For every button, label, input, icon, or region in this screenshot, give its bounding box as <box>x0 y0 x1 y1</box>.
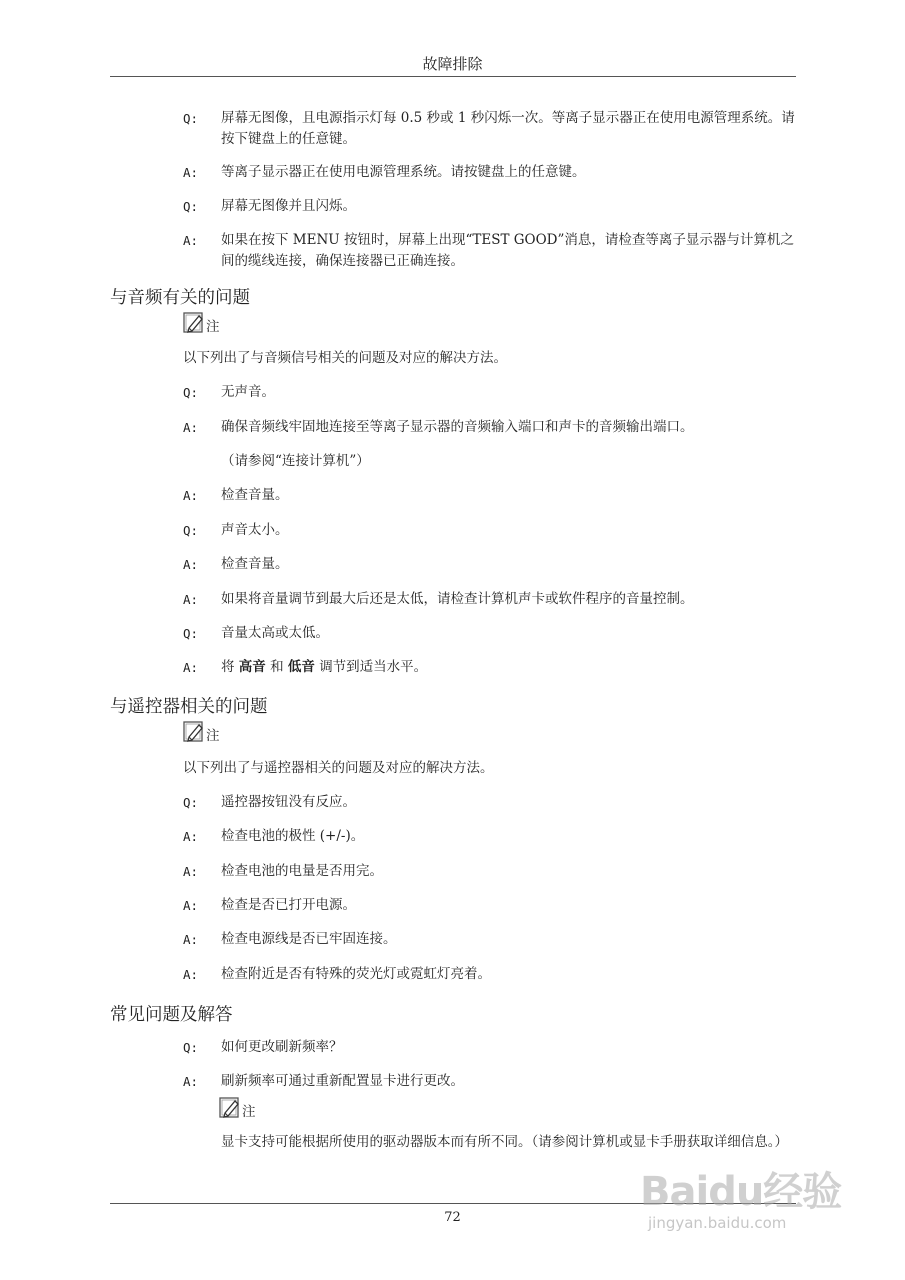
qa-label: A: <box>183 165 199 180</box>
qa-label: A: <box>183 233 199 248</box>
note-label: 注 <box>206 319 220 335</box>
qa-text: 音量太高或太低。 <box>221 625 329 641</box>
qa-text: 如何更改刷新频率？ <box>221 1039 343 1055</box>
qa-item <box>183 520 798 541</box>
qa-label: A: <box>183 932 199 947</box>
qa-label: Q: <box>183 1040 199 1055</box>
qa-label: A: <box>183 488 199 503</box>
qa-item <box>183 657 798 678</box>
qa-item <box>183 1071 798 1092</box>
qa-text <box>221 657 798 678</box>
qa-text: 检查音量。 <box>221 556 289 572</box>
qa-item <box>183 162 798 183</box>
note <box>183 308 220 334</box>
qa-label: A: <box>183 898 199 913</box>
qa-text: 声音太小。 <box>221 522 289 538</box>
note-label: 注 <box>242 1104 256 1120</box>
note-label: 注 <box>206 728 220 744</box>
qa-text: 等离子显示器正在使用电源管理系统。请按键盘上的任意键。 <box>221 164 586 180</box>
qa-label: A: <box>183 1074 199 1089</box>
note-pencil-icon <box>219 1097 241 1119</box>
section-intro: 以下列出了与音频信号相关的问题及对应的解决方法。 <box>183 350 507 366</box>
qa-item <box>183 1037 798 1058</box>
section-heading-faq: 常见问题及解答 <box>110 1005 233 1025</box>
section-heading-remote: 与遥控器相关的问题 <box>110 697 268 717</box>
treble-term: 高音 <box>238 659 266 675</box>
qa-label: A: <box>183 420 199 435</box>
qa-item <box>183 964 798 985</box>
qa-item <box>183 929 798 950</box>
qa-text: 无声音。 <box>221 384 275 400</box>
section-heading-audio: 与音频有关的问题 <box>110 288 250 308</box>
note-text: 显卡支持可能根据所使用的驱动器版本而有所不同。（请参阅计算机或显卡手册获取详细信息。） <box>221 1134 788 1150</box>
text-prefix: 将 <box>221 659 235 675</box>
qa-item <box>183 417 798 438</box>
qa-item <box>183 108 798 150</box>
qa-label: Q: <box>183 626 199 641</box>
text-suffix: 调节到适当水平。 <box>319 659 428 675</box>
header-divider <box>110 76 796 77</box>
qa-item <box>183 554 798 575</box>
bass-term: 低音 <box>287 659 315 675</box>
qa-label: A: <box>183 557 199 572</box>
qa-item <box>183 382 798 403</box>
qa-text: 检查附近是否有特殊的荧光灯或霓虹灯亮着。 <box>221 966 491 982</box>
baidu-watermark <box>640 1150 870 1260</box>
qa-text: 屏幕无图像，且电源指示灯每 0.5 秒或 1 秒闪烁一次。等离子显示器正在使用电源管理系统。请按下键盘上的任意键。 <box>221 110 795 147</box>
note-pencil-icon <box>183 721 205 743</box>
qa-item <box>183 589 798 610</box>
qa-item <box>183 861 798 882</box>
qa-label: A: <box>183 592 199 607</box>
qa-text: 确保音频线牢固地连接至等离子显示器的音频输入端口和声卡的音频输出端口。 <box>221 419 694 435</box>
qa-item <box>183 485 798 506</box>
qa-text: 检查电池的极性 (+/-)。 <box>221 828 365 844</box>
qa-label: A: <box>183 864 199 879</box>
note-pencil-icon <box>183 312 205 334</box>
qa-item <box>183 196 798 217</box>
qa-label: Q: <box>183 111 199 126</box>
qa-item <box>183 826 798 847</box>
qa-item <box>183 895 798 916</box>
qa-text: 屏幕无图像并且闪烁。 <box>221 198 356 214</box>
qa-text: （请参阅“连接计算机”） <box>221 453 370 469</box>
qa-label: Q: <box>183 523 199 538</box>
note <box>183 717 220 743</box>
qa-label: A: <box>183 967 199 982</box>
qa-text: 如果在按下 MENU 按钮时，屏幕上出现“TEST GOOD”消息，请检查等离子显示器与计算机之间的缆线连接，确保连接器已正确连接。 <box>221 232 794 269</box>
watermark-url: jingyan.baidu.com <box>648 1214 787 1232</box>
qa-text: 遥控器按钮没有反应。 <box>221 794 356 810</box>
qa-text: 检查电源线是否已牢固连接。 <box>221 931 397 947</box>
qa-label: Q: <box>183 199 199 214</box>
page-number: 72 <box>444 1210 461 1225</box>
qa-label: Q: <box>183 385 199 400</box>
qa-label: A: <box>183 829 199 844</box>
qa-text: 检查是否已打开电源。 <box>221 897 356 913</box>
qa-item <box>183 230 798 272</box>
page-header-title: 故障排除 <box>422 55 483 73</box>
qa-text: 如果将音量调节到最大后还是太低，请检查计算机声卡或软件程序的音量控制。 <box>221 591 694 607</box>
qa-item <box>183 792 798 813</box>
text-connector: 和 <box>270 659 284 675</box>
qa-item <box>183 451 798 472</box>
qa-text: 刷新频率可通过重新配置显卡进行更改。 <box>221 1073 464 1089</box>
watermark-logo: Baidu经验 <box>640 1169 842 1215</box>
qa-item <box>183 623 798 644</box>
qa-text: 检查音量。 <box>221 487 289 503</box>
note <box>219 1093 256 1119</box>
section-intro: 以下列出了与遥控器相关的问题及对应的解决方法。 <box>183 760 494 776</box>
qa-text: 检查电池的电量是否用完。 <box>221 863 383 879</box>
qa-label: Q: <box>183 795 199 810</box>
qa-label: A: <box>183 660 199 675</box>
